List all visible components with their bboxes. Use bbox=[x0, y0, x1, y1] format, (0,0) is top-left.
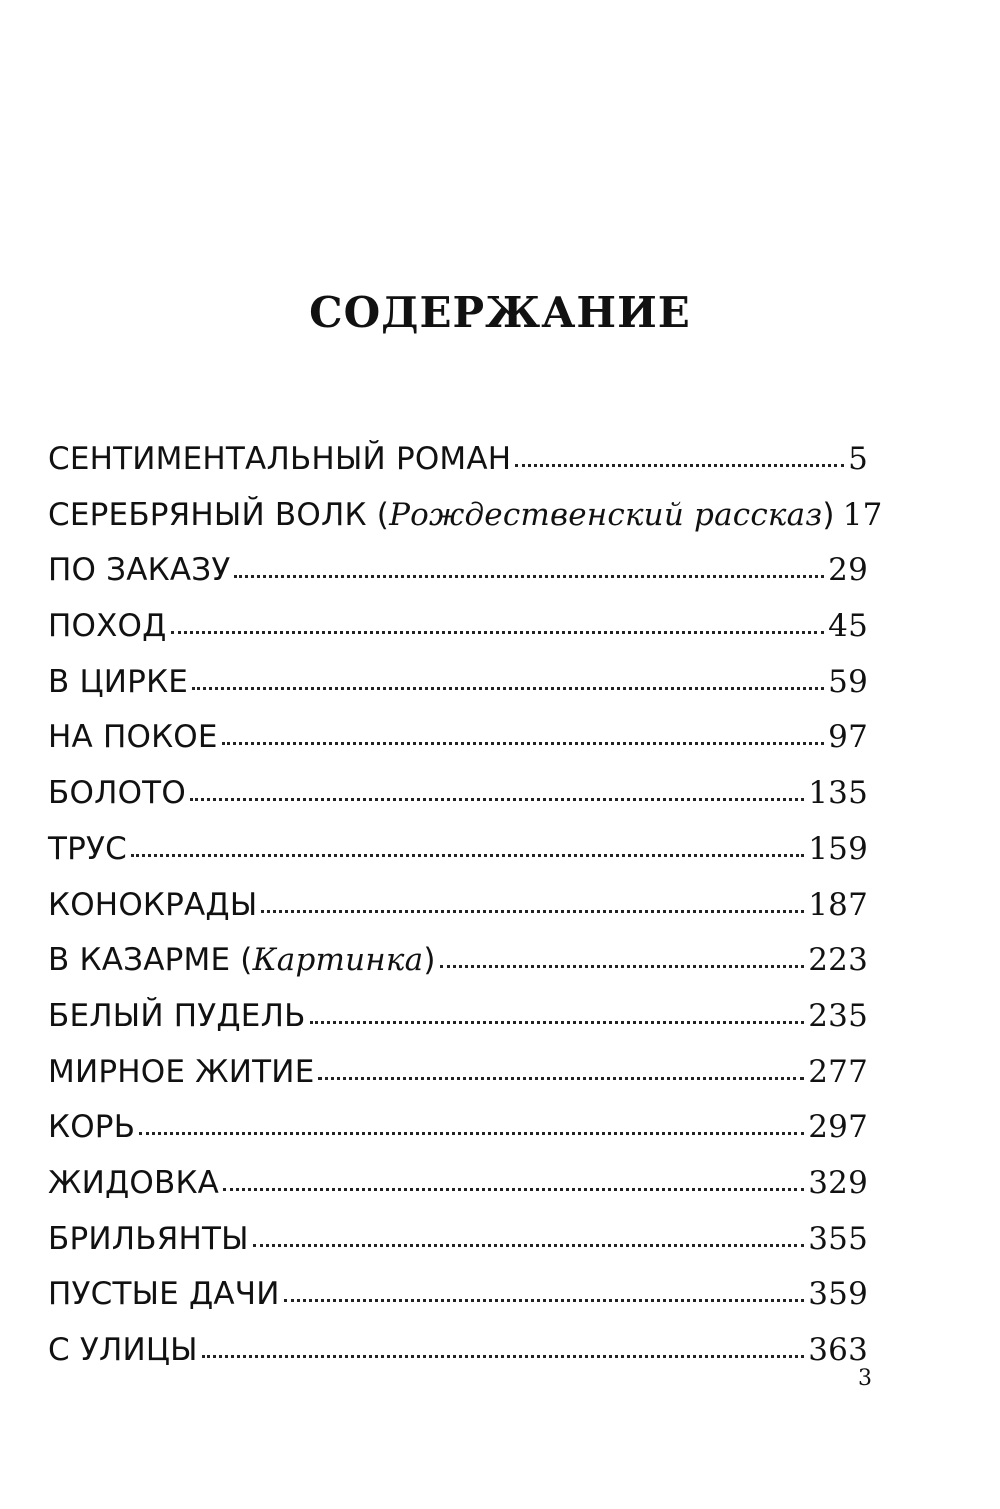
toc-entry[interactable] bbox=[48, 766, 868, 822]
entry-page: 135 bbox=[808, 775, 868, 812]
toc-entry[interactable] bbox=[48, 989, 868, 1045]
entry-title: ТРУС bbox=[48, 830, 127, 867]
toc-entry[interactable] bbox=[48, 1267, 868, 1323]
entry-page: 359 bbox=[808, 1276, 868, 1313]
entry-title: ПУСТЫЕ ДАЧИ bbox=[48, 1276, 280, 1313]
dot-leader bbox=[234, 574, 824, 578]
dot-leader bbox=[261, 909, 804, 913]
toc-entry[interactable] bbox=[48, 933, 868, 989]
entry-title: БОЛОТО bbox=[48, 775, 186, 812]
entry-page: 187 bbox=[808, 886, 868, 923]
page-title: СОДЕРЖАНИЕ bbox=[309, 288, 691, 337]
toc-entry[interactable] bbox=[48, 878, 868, 934]
entry-title: БРИЛЬЯНТЫ bbox=[48, 1220, 249, 1257]
toc-entry[interactable] bbox=[48, 599, 868, 655]
entry-page: 5 bbox=[848, 441, 868, 477]
entry-page: 329 bbox=[808, 1164, 868, 1201]
toc-entry[interactable] bbox=[48, 1323, 868, 1379]
toc-entry[interactable] bbox=[48, 543, 868, 599]
toc-entry[interactable] bbox=[48, 1212, 868, 1268]
toc-entry[interactable] bbox=[48, 1156, 868, 1212]
entry-page: 159 bbox=[808, 830, 868, 867]
entry-page: 363 bbox=[808, 1332, 868, 1368]
dot-leader bbox=[192, 686, 824, 690]
entry-page: 45 bbox=[828, 608, 868, 645]
dot-leader bbox=[284, 1298, 805, 1302]
table-of-contents bbox=[48, 432, 883, 1379]
entry-page: 297 bbox=[808, 1109, 868, 1146]
entry-title: НА ПОКОЕ bbox=[48, 719, 218, 756]
toc-entry[interactable] bbox=[48, 432, 868, 488]
entry-title: С УЛИЦЫ bbox=[48, 1332, 198, 1368]
entry-page: 17 bbox=[842, 496, 883, 533]
entry-title-group: СЕРЕБРЯНЫЙ ВОЛК (Рождественский рассказ) bbox=[48, 496, 835, 533]
dot-leader bbox=[222, 741, 824, 745]
dot-leader bbox=[515, 463, 844, 467]
entry-title-group: В КАЗАРМЕ (Картинка) bbox=[48, 942, 436, 979]
dot-leader bbox=[318, 1076, 804, 1080]
entry-title: БЕЛЫЙ ПУДЕЛЬ bbox=[48, 997, 306, 1034]
entry-page: 235 bbox=[808, 997, 868, 1034]
toc-entry[interactable] bbox=[48, 1100, 868, 1156]
entry-page: 355 bbox=[808, 1220, 868, 1257]
page-number: 3 bbox=[858, 1366, 872, 1391]
entry-title: ПОХОД bbox=[48, 608, 167, 645]
toc-entry[interactable] bbox=[48, 822, 868, 878]
entry-subtitle: Рождественский рассказ bbox=[389, 496, 823, 533]
entry-title: СЕРЕБРЯНЫЙ ВОЛК bbox=[48, 496, 367, 533]
dot-leader bbox=[253, 1243, 805, 1247]
entry-title: ПО ЗАКАЗУ bbox=[48, 552, 231, 589]
entry-title: В КАЗАРМЕ bbox=[48, 942, 231, 979]
entry-page: 59 bbox=[828, 663, 868, 700]
dot-leader bbox=[440, 964, 805, 968]
dot-leader bbox=[190, 797, 804, 801]
entry-page: 223 bbox=[808, 942, 868, 979]
entry-title: КОНОКРАДЫ bbox=[48, 886, 258, 923]
toc-entry[interactable] bbox=[48, 710, 868, 766]
dot-leader bbox=[310, 1020, 805, 1024]
dot-leader bbox=[139, 1131, 804, 1135]
dot-leader bbox=[171, 630, 825, 634]
entry-title: В ЦИРКЕ bbox=[48, 663, 189, 700]
toc-entry[interactable] bbox=[48, 1045, 868, 1101]
entry-title: ЖИДОВКА bbox=[48, 1164, 220, 1201]
entry-title: КОРЬ bbox=[48, 1109, 136, 1146]
entry-title: МИРНОЕ ЖИТИЕ bbox=[48, 1053, 315, 1090]
entry-page: 97 bbox=[828, 719, 868, 756]
dot-leader bbox=[131, 853, 804, 857]
entry-title: СЕНТИМЕНТАЛЬНЫЙ РОМАН bbox=[48, 441, 512, 477]
toc-entry[interactable] bbox=[48, 655, 868, 711]
dot-leader bbox=[202, 1354, 805, 1358]
entry-subtitle: Картинка bbox=[252, 942, 424, 979]
entry-page: 29 bbox=[828, 552, 868, 589]
dot-leader bbox=[223, 1187, 804, 1191]
toc-entry[interactable] bbox=[48, 488, 883, 544]
entry-page: 277 bbox=[808, 1053, 868, 1090]
